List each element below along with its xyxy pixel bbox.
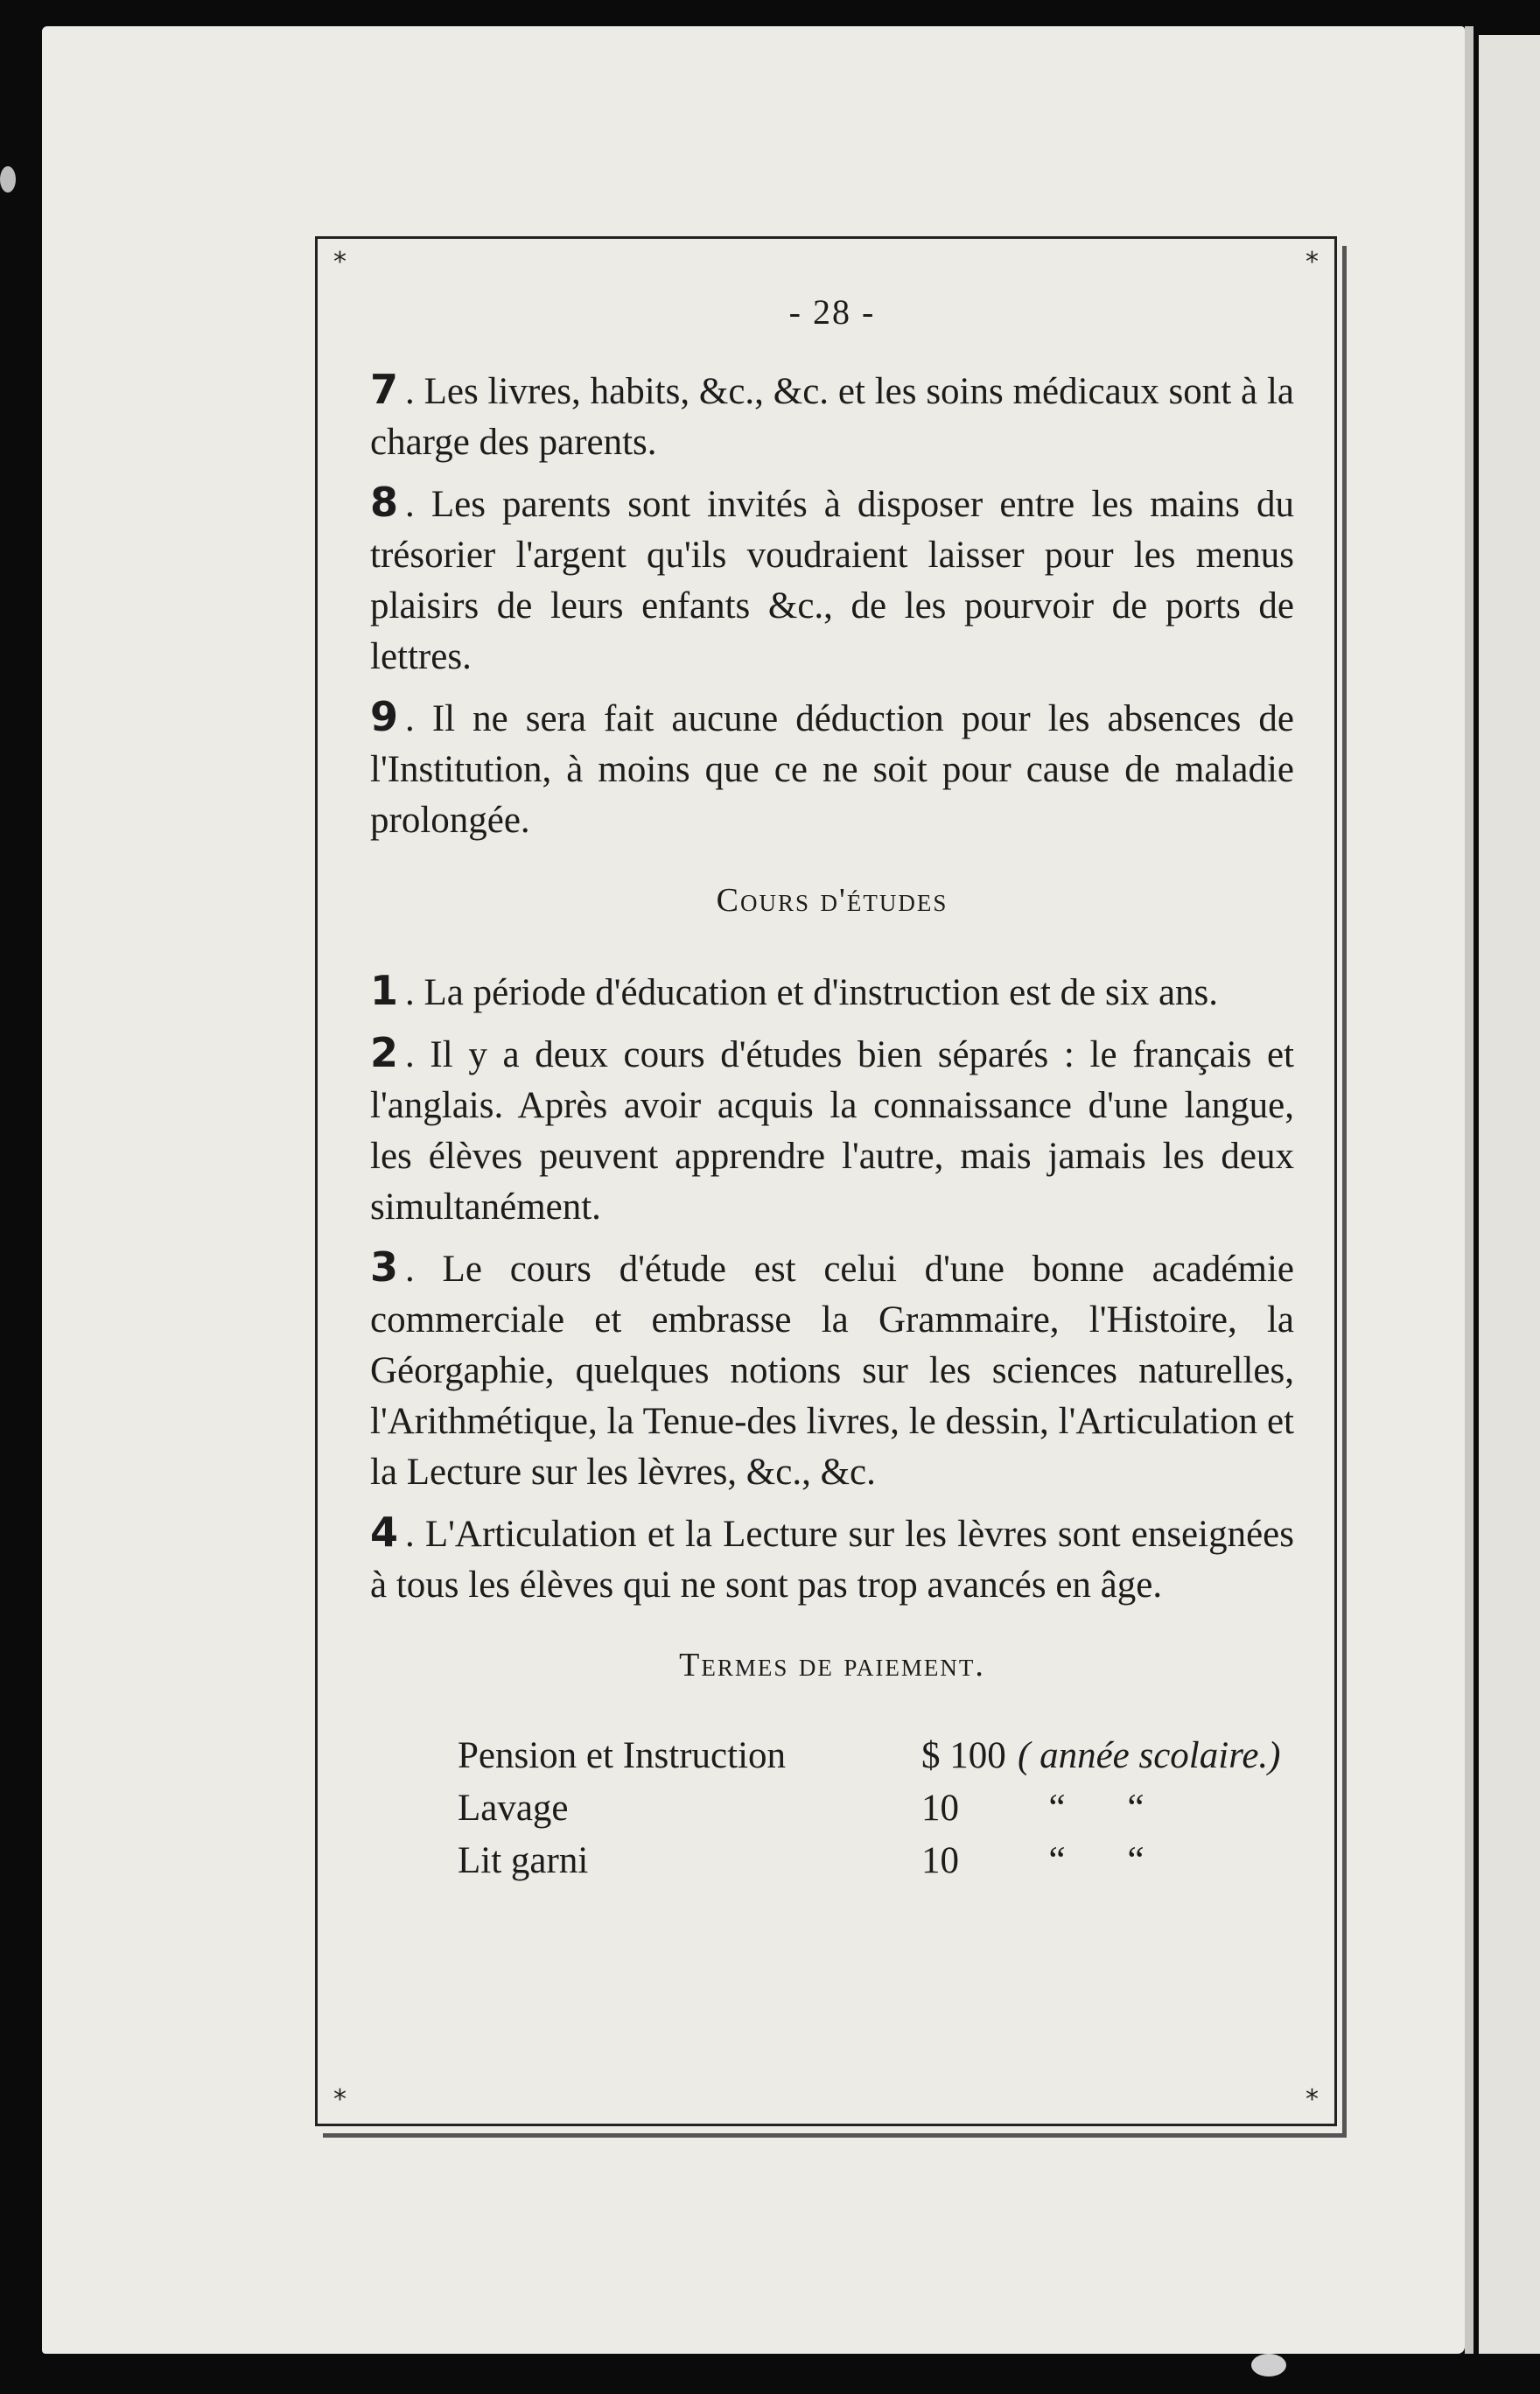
section-heading-termes-paiement: Termes de paiement.: [679, 1647, 985, 1684]
study-number: 1: [370, 967, 399, 1014]
fee-label: Pension et Instruction: [458, 1735, 787, 1776]
rule-text: . Il ne sera fait aucune déduction pour les absences de l'Institution, à moins que ce ne soit pour cause de maladie prolongée.: [370, 698, 1294, 841]
scan-speck: [1251, 2354, 1286, 2376]
section-heading-cours-etudes: Cours d'études: [716, 882, 948, 919]
study-paragraph-4: [370, 1507, 1294, 1611]
study-text: . L'Articulation et la Lecture sur les lèvres sont enseignées à tous les élèves qui ne sont pas trop avancés en âge.: [370, 1514, 1294, 1606]
rule-text: . Les parents sont invités à disposer entre les mains du trésorier l'argent qu'ils voudraient laisser pour les menus plaisirs de leurs enfants &c., de les pourvoir de ports de lettres.: [370, 484, 1294, 677]
fee-row: [458, 1835, 1294, 1887]
rule-paragraph-9: [370, 691, 1294, 846]
study-paragraph-1: [370, 965, 1294, 1018]
fee-note: ( année scolaire.): [1018, 1735, 1281, 1776]
fee-ditto-mark: “: [1127, 1788, 1144, 1829]
page-content: [370, 283, 1294, 1887]
rule-text: . Les livres, habits, &c., &c. et les soins médicaux sont à la charge des parents.: [370, 371, 1294, 463]
study-number: 4: [370, 1508, 399, 1556]
study-paragraph-3: [370, 1242, 1294, 1498]
fee-row: [458, 1782, 1294, 1835]
scanned-page: [42, 26, 1465, 2354]
scan-speck: [0, 166, 16, 192]
corner-ornament-bottom-left: *: [333, 2084, 346, 2115]
rule-number: 9: [370, 693, 399, 740]
study-number: 3: [370, 1243, 399, 1291]
fee-label: Lavage: [458, 1788, 569, 1829]
study-paragraph-2: [370, 1027, 1294, 1233]
corner-ornament-top-right: *: [1306, 247, 1319, 277]
study-text: . Il y a deux cours d'études bien séparés : le français et l'anglais. Après avoir acquis la connaissance d'une langue, les élèves peuvent apprendre l'autre, mais jamais les deux simultanément.: [370, 1034, 1294, 1228]
fee-amount: 10: [921, 1840, 959, 1881]
study-text: . La période d'éducation et d'instruction est de six ans.: [405, 972, 1219, 1013]
fee-ditto-mark: “: [1127, 1840, 1144, 1881]
fee-row: [458, 1730, 1294, 1782]
rule-number: 7: [370, 366, 399, 413]
rule-paragraph-7: [370, 364, 1294, 468]
facing-page-edge: [1479, 35, 1540, 2354]
study-number: 2: [370, 1029, 399, 1076]
fee-ditto-mark: “: [1048, 1788, 1066, 1829]
page-edge-shadow: [1465, 26, 1474, 2354]
fee-amount: $ 100: [921, 1735, 1006, 1776]
fees-table: [458, 1730, 1294, 1887]
page-number: - 28 -: [788, 292, 876, 332]
corner-ornament-bottom-right: *: [1306, 2084, 1319, 2115]
fee-label: Lit garni: [458, 1840, 589, 1881]
page-border-frame: [315, 236, 1337, 2126]
fee-ditto-mark: “: [1048, 1840, 1066, 1881]
corner-ornament-top-left: *: [333, 247, 346, 277]
rule-paragraph-8: [370, 477, 1294, 682]
rule-number: 8: [370, 479, 399, 526]
study-text: . Le cours d'étude est celui d'une bonne académie commerciale et embrasse la Grammaire, l'Histoire, la Géorgaphie, quelques notions sur les sciences naturelles, l'Arithmétique, la Tenue-des livres, le dessin, l'Articulation et la Lecture sur les lèvres, &c., &c.: [370, 1249, 1294, 1493]
fee-amount: 10: [921, 1788, 959, 1829]
